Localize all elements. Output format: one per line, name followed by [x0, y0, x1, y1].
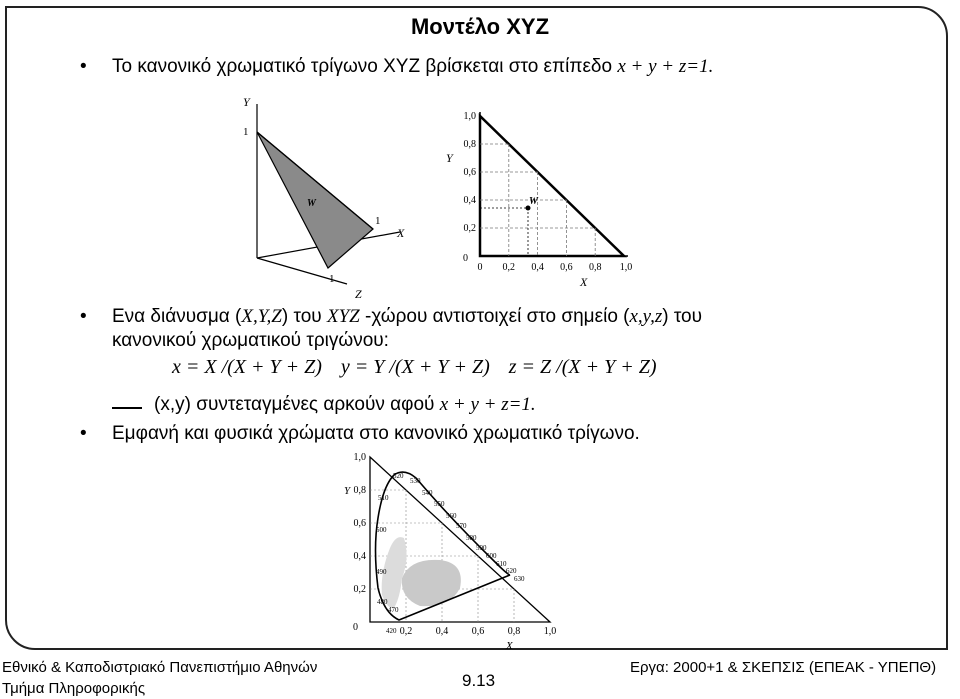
wavelength-label: 570: [456, 522, 467, 530]
y-tick-label: 0,2: [463, 223, 476, 234]
bullet-2-text: -χώρου αντιστοιχεί στο σημείο (: [365, 306, 630, 327]
y-tick-label: 0,8: [463, 139, 476, 150]
x-tick-label: 0,4: [531, 262, 544, 273]
bullet-1: [112, 56, 713, 78]
slide-title: Μοντέλο XYZ: [410, 14, 550, 39]
y-axis-label: Y: [243, 95, 250, 109]
wavelength-label: 530: [410, 477, 421, 485]
white-point-label: W: [529, 196, 538, 207]
dash-item-text: (x,y) συντεταγμένες αρκούν αφού: [154, 394, 435, 415]
bullet-2-text: Ενα διάνυσμα (: [112, 306, 242, 327]
bullet-2-text: ) του: [281, 306, 322, 327]
wavelength-label: 550: [434, 500, 445, 508]
y-tick-label: 0,8: [353, 485, 366, 496]
y-axis-label: Y: [344, 485, 351, 497]
x-axis-label: X: [506, 640, 513, 652]
x-tick-label: 0,8: [507, 626, 521, 637]
chromaticity-diagram: [330, 448, 570, 652]
wavelength-label: 500: [376, 526, 387, 534]
x-tick-label: 0,2: [399, 626, 413, 637]
y-tick-label: 0,6: [353, 518, 366, 529]
wavelength-label: 540: [422, 489, 433, 497]
x-tick-label: 0,8: [588, 262, 602, 273]
y-axis-label: Y: [446, 151, 453, 165]
bullet-1-math: x + y + z=1.: [617, 56, 714, 77]
chromaticity-formulas: [172, 356, 656, 379]
footer-university: Εθνικό & Καποδιστριακό Πανεπιστήμιο Αθηνών: [2, 659, 318, 676]
x-axis-label: X: [397, 226, 405, 240]
bullet-2-math: X,Y,Z: [241, 306, 282, 327]
x-axis-label: X: [580, 275, 588, 289]
wavelength-label: 560: [446, 512, 457, 520]
z-tick: 1: [329, 273, 335, 285]
xyz-space-figure: [225, 92, 425, 302]
formula-z: z = Z /(X + Y + Z): [508, 356, 657, 378]
wavelength-label: 610: [496, 560, 507, 568]
wavelength-label: 490: [376, 568, 387, 576]
wavelength-label: 510: [378, 494, 389, 502]
formula-x: x = X /(X + Y + Z): [172, 356, 322, 378]
y-tick-label: 0,4: [353, 551, 366, 562]
footer-department: Τμήμα Πληροφορικής: [2, 680, 146, 697]
bullet-2-math: x,y,z: [629, 306, 663, 327]
xy-triangle-figure: [432, 104, 652, 294]
bullet-2: [112, 306, 702, 328]
z-axis-label: Z: [355, 287, 362, 301]
wavelength-label: 630: [514, 575, 525, 583]
x-tick-label: 1,0: [619, 262, 633, 273]
x-tick-label: 0: [477, 262, 483, 273]
dash-item: [154, 394, 536, 416]
wavelength-label: 420: [386, 627, 397, 635]
x-tick: 1: [375, 215, 381, 227]
y-tick-label: 1,0: [463, 111, 476, 122]
page-number: 9.13: [462, 671, 496, 690]
bullet-1-text: Το κανονικό χρωματικό τρίγωνο XYZ βρίσκεται στο επίπεδο: [112, 56, 613, 77]
wavelength-label: 590: [476, 544, 487, 552]
bullet-2-line-2: κανονικού χρωματικού τριγώνου:: [112, 330, 389, 351]
x-tick-label: 0,6: [560, 262, 573, 273]
wavelength-label: 480: [377, 598, 388, 606]
wavelength-label: 620: [506, 567, 517, 575]
x-tick-label: 0,4: [435, 626, 449, 637]
y-tick-label: 0,6: [463, 167, 476, 178]
wavelength-label: 600: [486, 552, 497, 560]
y-tick-label: 0,2: [353, 584, 366, 595]
footer-projects: Εργα: 2000+1 & ΣΚΕΠΣΙΣ (ΕΠΕΑΚ - ΥΠΕΠΘ): [630, 659, 937, 676]
wavelength-label: 520: [393, 472, 404, 480]
dash-marker: [112, 407, 142, 409]
y-tick: 1: [243, 126, 249, 138]
bullet-3: Εμφανή και φυσικά χρώματα στο κανονικό χρωματικό τρίγωνο.: [112, 423, 640, 444]
dash-item-math: x + y + z=1.: [439, 394, 536, 415]
formula-y: y = Y /(X + Y + Z): [340, 356, 490, 378]
x-tick-label: 1,0: [543, 626, 557, 637]
bullet-2-text: ) του: [662, 306, 703, 327]
x-tick-label: 0,2: [502, 262, 516, 273]
bullet-2-math: XYZ: [326, 306, 360, 327]
x-tick-label: 0,6: [471, 626, 485, 637]
y-tick-label: 0,4: [463, 195, 476, 206]
bullet-marker: •: [80, 56, 87, 77]
bullet-marker: •: [80, 423, 87, 444]
wavelength-label: 470: [388, 606, 399, 614]
y-tick-label: 0: [463, 253, 468, 264]
wavelength-label: 580: [466, 534, 477, 542]
y-tick-label: 0: [353, 622, 358, 633]
y-tick-label: 1,0: [353, 452, 366, 463]
white-point-label: W: [307, 198, 316, 209]
bullet-marker: •: [80, 306, 87, 327]
